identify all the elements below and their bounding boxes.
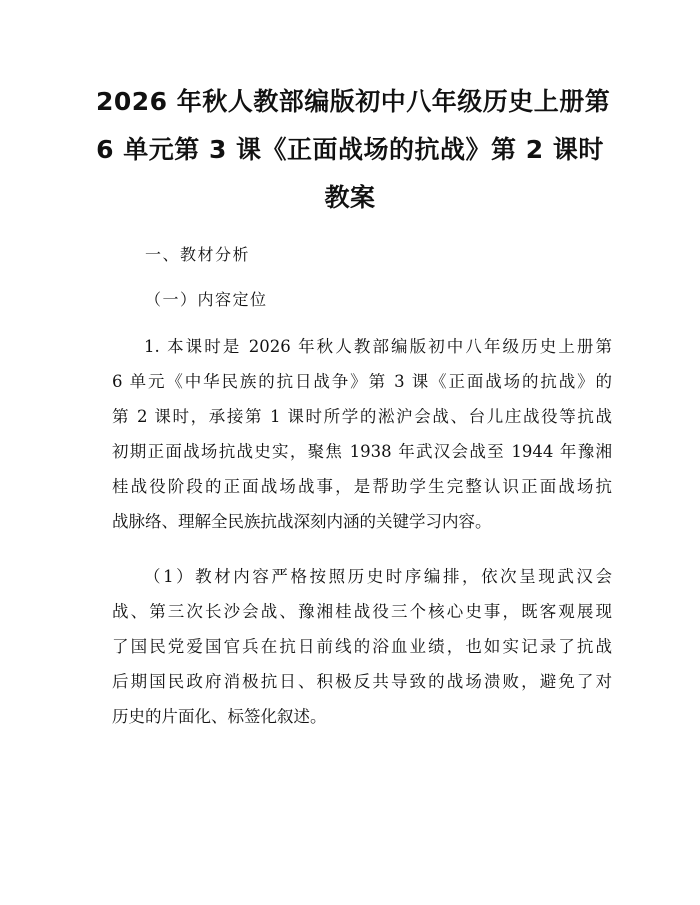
paragraph-line: （1）教材内容严格按照历史时序编排，依次呈现武汉会: [144, 567, 612, 586]
paragraph-line: 历史的片面化、标签化叙述。: [112, 707, 327, 726]
document-title-line-2: 6 单元第 3 课《正面战场的抗战》第 2 课时: [96, 135, 604, 164]
paragraph-line: 后期国民政府消极抗日、积极反共导致的战场溃败，避免了对: [112, 672, 612, 691]
paragraph-2: [112, 559, 612, 734]
paragraph-line: 了国民党爱国官兵在抗日前线的浴血业绩，也如实记录了抗战: [112, 637, 612, 656]
subsection-heading: （一）内容定位: [145, 290, 268, 309]
paragraph-1: [112, 329, 612, 539]
section-heading: 一、教材分析: [145, 245, 251, 264]
paragraph-line: 1. 本课时是 2026 年秋人教部编版初中八年级历史上册第: [144, 337, 612, 356]
paragraph-line: 6 单元《中华民族的抗日战争》第 3 课《正面战场的抗战》的: [112, 372, 612, 391]
paragraph-line: 桂战役阶段的正面战场战事，是帮助学生完整认识正面战场抗: [112, 477, 612, 496]
paragraph-line: 战、第三次长沙会战、豫湘桂战役三个核心史事，既客观展现: [112, 602, 612, 621]
paragraph-line: 战脉络、理解全民族抗战深刻内涵的关键学习内容。: [112, 512, 492, 531]
document-title-line-1: 2026 年秋人教部编版初中八年级历史上册第: [96, 87, 611, 116]
paragraph-line: 初期正面战场抗战史实，聚焦 1938 年武汉会战至 1944 年豫湘: [112, 442, 612, 461]
document-title-line-3: 教案: [324, 183, 376, 212]
paragraph-line: 第 2 课时，承接第 1 课时所学的淞沪会战、台儿庄战役等抗战: [112, 407, 612, 426]
